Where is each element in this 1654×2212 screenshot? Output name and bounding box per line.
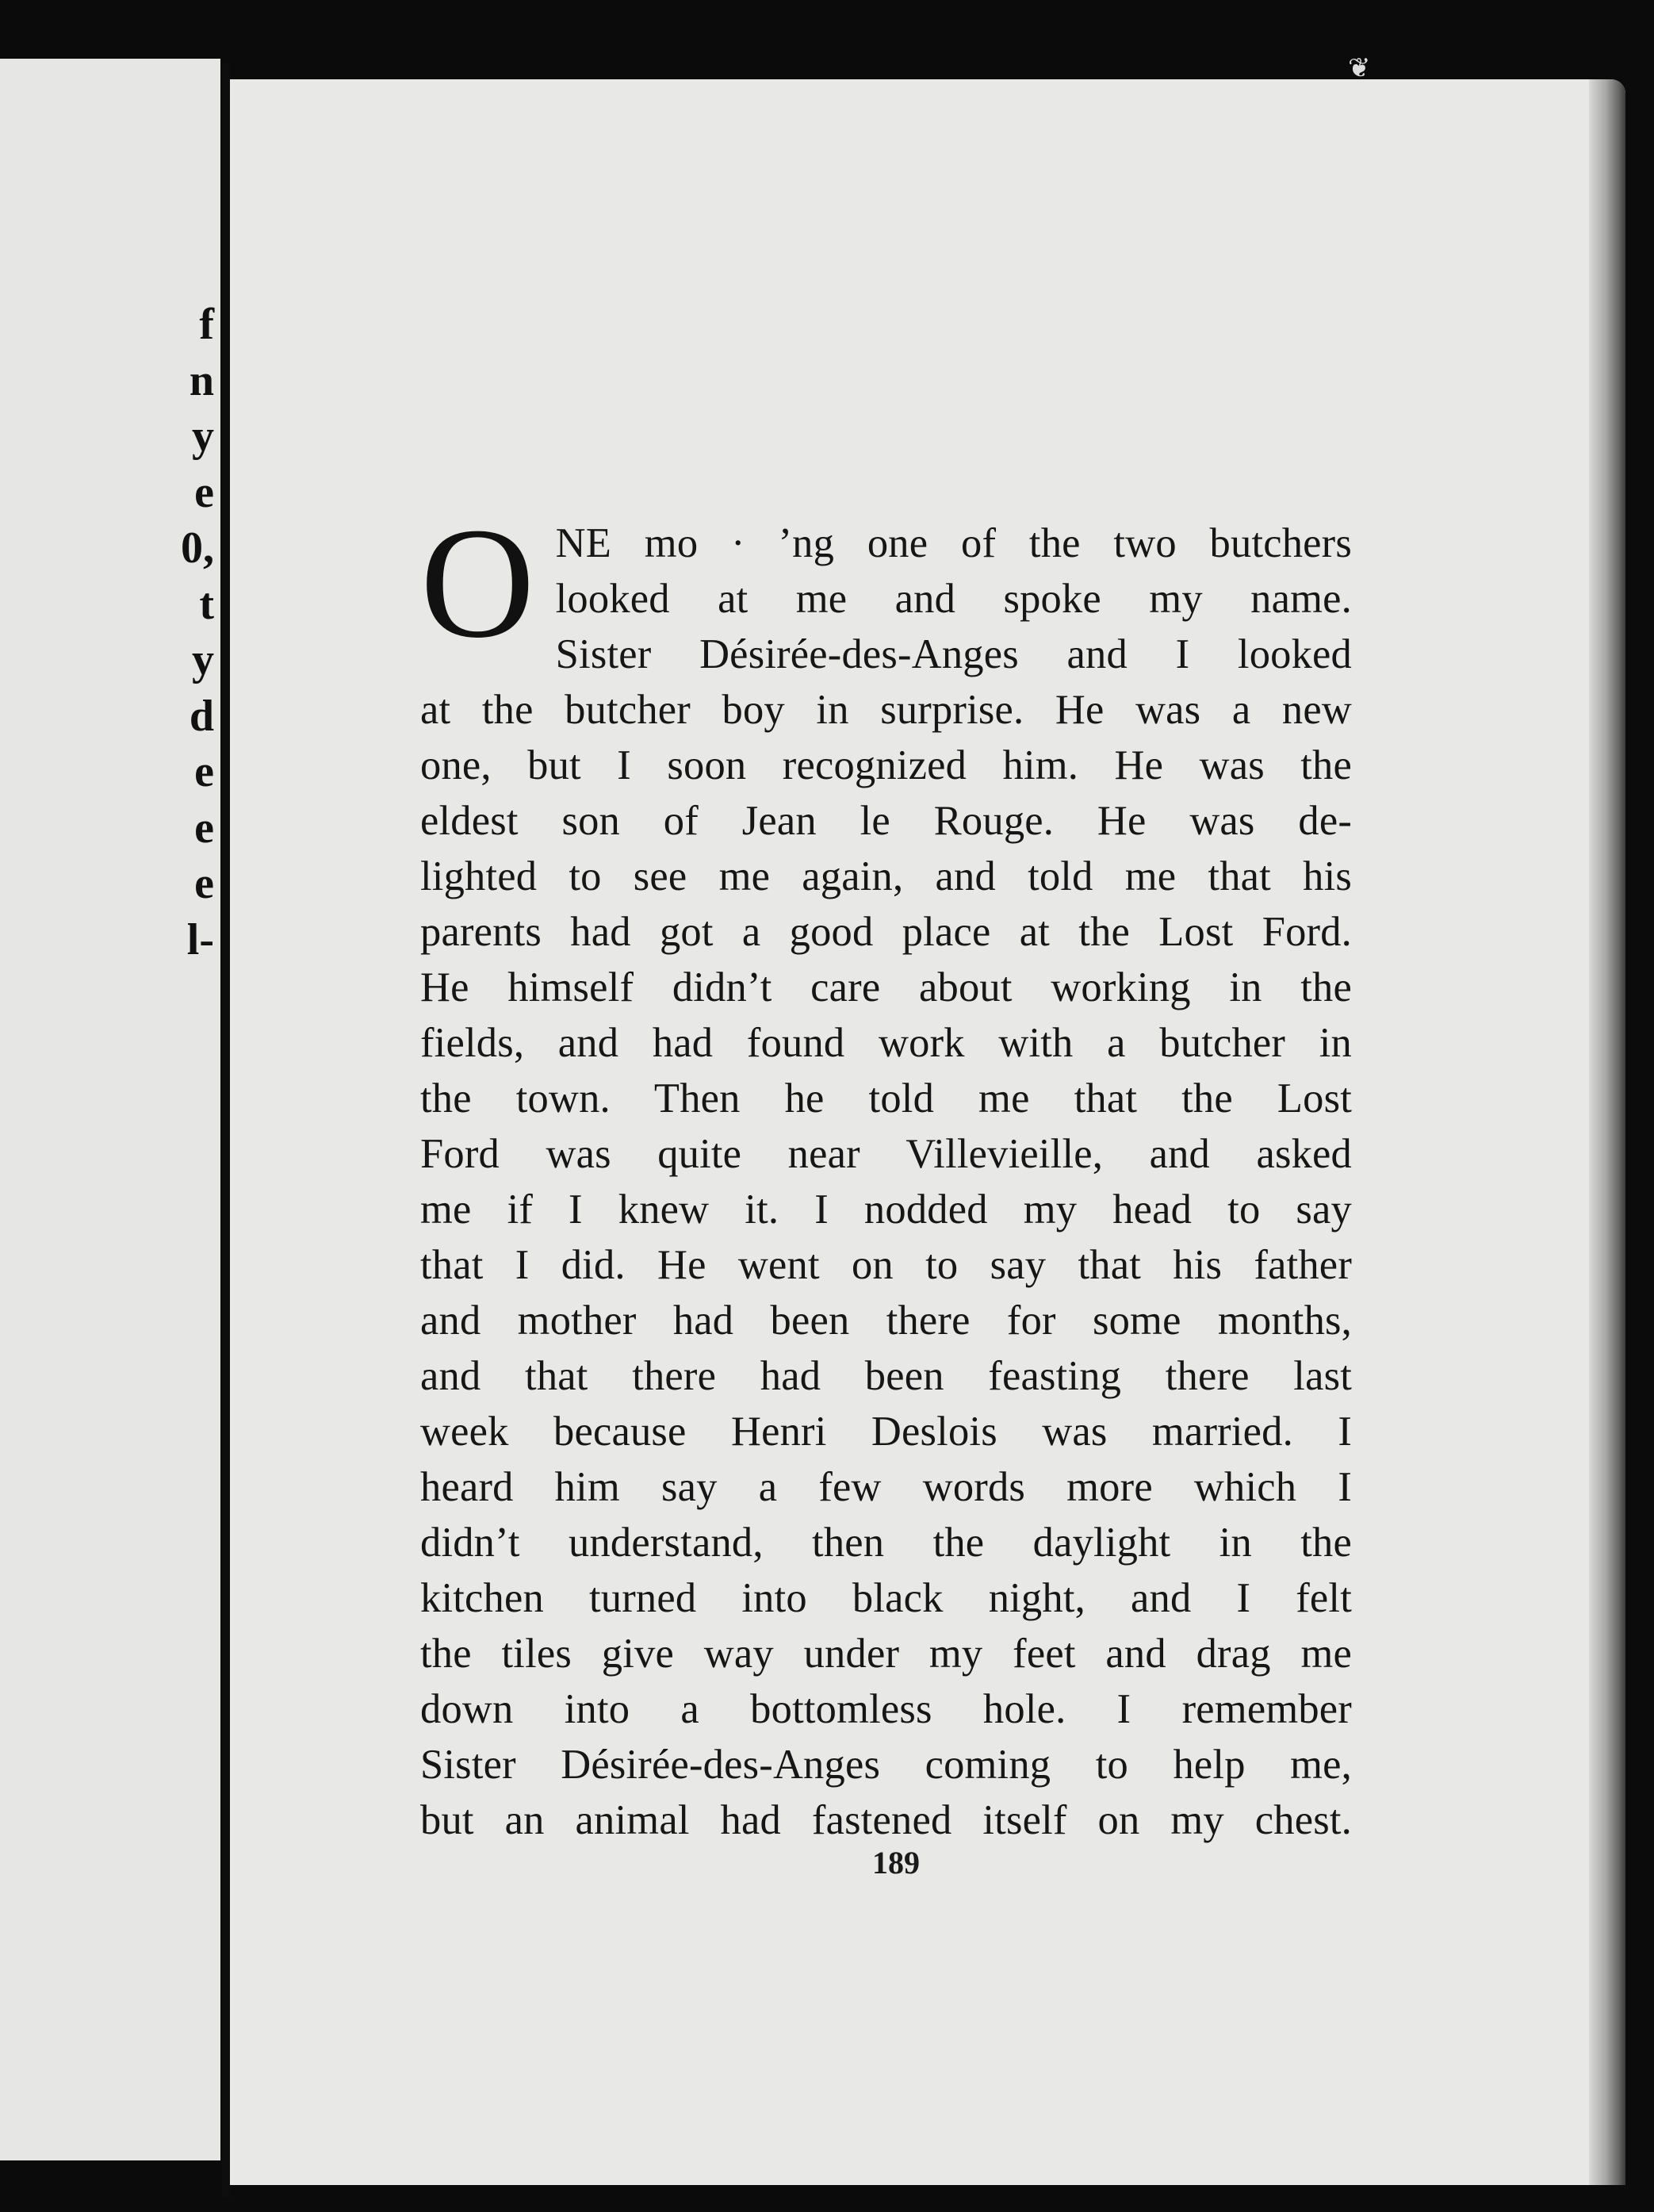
text-line: that I did. He went on to say that his father <box>420 1242 1352 1288</box>
text-line: Sister Désirée-des-Anges and I looked <box>555 631 1352 677</box>
text-line: the town. Then he told me that the Lost <box>420 1075 1352 1121</box>
drop-cap: O <box>420 496 535 671</box>
text-line: one, but I soon recognized him. He was the <box>420 742 1352 788</box>
text-line: Ford was quite near Villevieille, and asked <box>420 1131 1352 1177</box>
text-line: didn’t understand, then the daylight in the <box>420 1520 1352 1566</box>
book-gutter <box>222 63 230 2197</box>
edge-letter: 0, <box>181 523 214 573</box>
text-line: eldest son of Jean le Rouge. He was de- <box>420 798 1352 844</box>
text-line: and mother had been there for some months, <box>420 1298 1352 1344</box>
edge-letter: t <box>199 579 214 629</box>
text-line: looked at me and spoke my name. <box>555 576 1352 622</box>
edge-letter: e <box>194 747 214 796</box>
text-line: but an animal had fastened itself on my chest. <box>420 1797 1352 1843</box>
edge-letter: e <box>194 859 214 908</box>
page-edge-shadow <box>1589 79 1625 2185</box>
previous-page-line-endings <box>167 297 214 968</box>
corner-ornament: ❦ <box>1348 52 1371 84</box>
text-line: me if I knew it. I nodded my head to say <box>420 1187 1352 1233</box>
edge-letter: y <box>192 635 214 684</box>
page-number: 189 <box>872 1845 920 1880</box>
previous-page-edge <box>0 59 220 2160</box>
edge-letter: f <box>199 300 214 349</box>
edge-letter: e <box>194 467 214 517</box>
text-line: at the butcher boy in surprise. He was a new <box>420 687 1352 733</box>
text-line: parents had got a good place at the Lost Ford. <box>420 909 1352 955</box>
text-line: NE mo · ’ng one of the two butchers <box>555 520 1352 566</box>
edge-letter: e <box>194 803 214 853</box>
text-line: fields, and had found work with a butcher in <box>420 1020 1352 1066</box>
text-line: the tiles give way under my feet and drag me <box>420 1631 1352 1677</box>
text-line: down into a bottomless hole. I remember <box>420 1686 1352 1732</box>
text-line: Sister Désirée-des-Anges coming to help me, <box>420 1742 1352 1788</box>
text-line: and that there had been feasting there last <box>420 1353 1352 1399</box>
text-line: kitchen turned into black night, and I felt <box>420 1575 1352 1621</box>
edge-letter: l- <box>186 914 214 964</box>
text-line: lighted to see me again, and told me that his <box>420 853 1352 899</box>
edge-letter: d <box>189 691 214 741</box>
edge-letter: n <box>189 355 214 405</box>
text-line: week because Henri Deslois was married. I <box>420 1409 1352 1455</box>
body-text <box>420 496 1352 1848</box>
edge-letter: y <box>192 412 214 461</box>
text-line: heard him say a few words more which I <box>420 1464 1352 1510</box>
text-line: He himself didn’t care about working in the <box>420 964 1352 1010</box>
